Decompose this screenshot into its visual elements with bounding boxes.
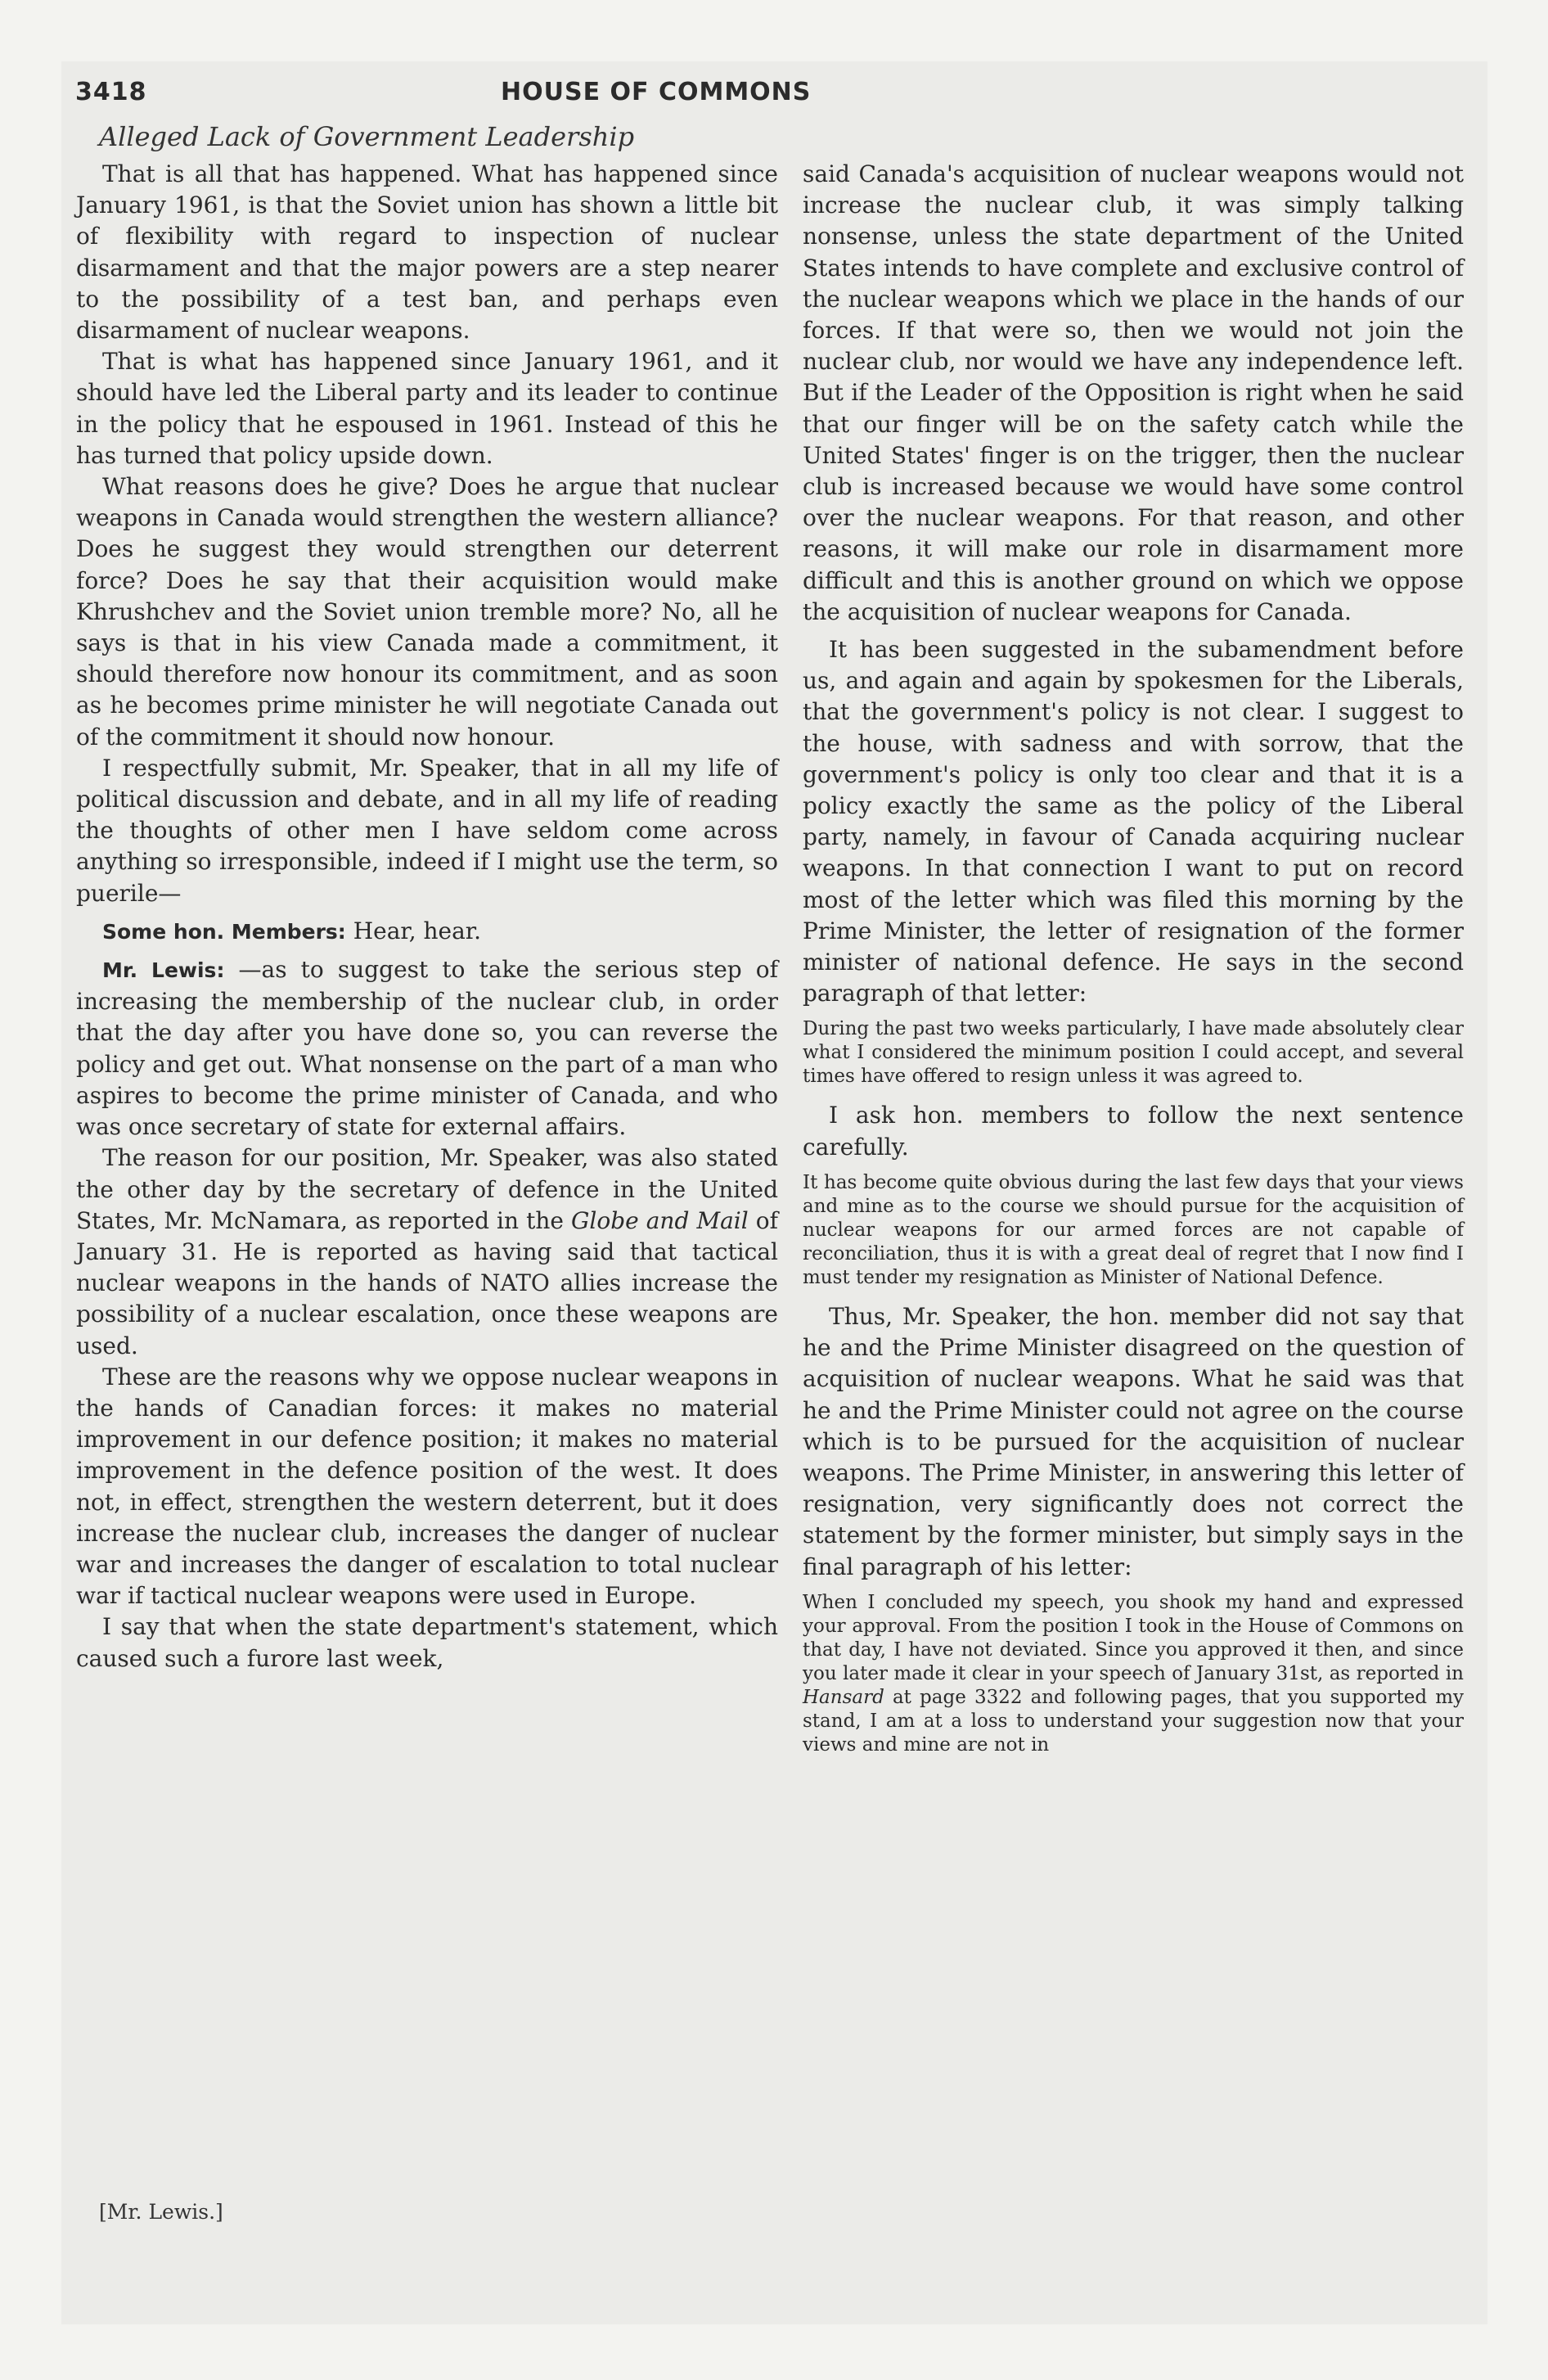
- paragraph: I respectfully submit, Mr. Speaker, that in all my life of political discussion and debate, and in all my life of reading the thoughts of other men I have seldom come across anything so irresponsible, indeed if I might use the term, so puerile—: [76, 754, 778, 907]
- text-run: When I concluded my speech, you shook my hand and expressed your approval. From the position I took in the House of Commons on that day, I have not deviated. Since you approved it then, and since you later made it clear in your speech of January 31st, as reported in: [803, 1591, 1464, 1684]
- paragraph: [76, 1143, 778, 1361]
- paragraph-speech: [76, 954, 778, 1143]
- text-run: at page 3322 and following pages, that you supported my stand, I am at a loss to understand your suggestion now that your views and mine are not in: [803, 1686, 1464, 1756]
- text-run: of January 31. He is reported as having said that tactical nuclear weapons in the hands of NATO allies increase the possibility of a nuclear escalation, once these weapons are used.: [76, 1206, 778, 1359]
- publication-title: Globe and Mail: [571, 1206, 749, 1234]
- text-run: The reason for our position, Mr. Speaker, was also stated the other day by the secretary of defence in the United States, Mr. McNamara, as reported in the: [76, 1144, 778, 1234]
- speech-text: —as to suggest to take the serious step of increasing the membership of the nuclear club, in order that the day after you have done so, you can reverse the policy and get out. What nonsense on the part of a man who aspires to become the prime minister of Canada, and who was once secretary of state for external affairs.: [76, 956, 778, 1141]
- section-subheading: Alleged Lack of Government Leadership: [99, 121, 635, 152]
- paragraph: It has been suggested in the subamendment before us, and again and again by spokesmen for the Liberals, that the government's policy is not clear. I suggest to the house, with sadness and with sorrow, that the government's policy is only too clear and that it is a policy exactly the same as the policy of the Liberal party, namely, in favour of Canada acquiring nuclear weapons. In that connection I want to put on record most of the letter which was filed this morning by the Prime Minister, the letter of resignation of the former minister of national defence. He says in the second paragraph of that letter:: [803, 636, 1464, 1007]
- paragraph: These are the reasons why we oppose nuclear weapons in the hands of Canadian forces: it makes no material improvement in our defence position; it makes no material improvement in the defence position of the west. It does not, in effect, strengthen the western deterrent, but it does increase the nuclear club, increases the danger of nuclear war and increases the danger of escalation to total nuclear war if tactical nuclear weapons were used in Europe.: [76, 1363, 778, 1610]
- paragraph: What reasons does he give? Does he argue that nuclear weapons in Canada would strengthen the western alliance? Does he suggest they would strengthen our deterrent force? Does he say that their acquisition would make Khrushchev and the Soviet union tremble more? No, all he says is that in his view Canada made a commitment, it should therefore now honour its commitment, and as soon as he becomes prime minister he will negotiate Canada out of the commitment it should now honour.: [76, 473, 778, 751]
- right-column: [803, 159, 1464, 1769]
- block-quote: It has become quite obvious during the last few days that your views and mine as to the course we should pursue for the acquisition of nuclear weapons for our armed forces are not capable of reconciliation, thus it is with a great deal of regret that I now find I must tender my resignation as Minister of National Defence.: [803, 1171, 1464, 1288]
- speaker-name: Mr. Lewis:: [102, 958, 225, 983]
- paragraph: said Canada's acquisition of nuclear weapons would not increase the nuclear club, it was simply talking nonsense, unless the state department of the United States intends to have complete and exclusive control of the nuclear weapons which we place in the hands of our forces. If that were so, then we would not join the nuclear club, nor would we have any independence left. But if the Leader of the Opposition is right when he said that our finger will be on the safety catch while the United States' finger is on the trigger, then the nuclear club is increased because we would have some control over the nuclear weapons. For that reason, and other reasons, it will make our role in disarmament more difficult and this is another ground on which we oppose the acquisition of nuclear weapons for Canada.: [803, 160, 1464, 625]
- publication-title: Hansard: [803, 1686, 884, 1708]
- speaker-footer-tag: [Mr. Lewis.]: [99, 2200, 223, 2224]
- paragraph: That is all that has happened. What has happened since January 1961, is that the Soviet union has shown a little bit of flexibility with regard to inspection of nuclear disarmament and that the major powers are a step nearer to the possibility of a test ban, and perhaps even disarmament of nuclear weapons.: [76, 160, 778, 345]
- speaker-name: Some hon. Members:: [102, 919, 346, 944]
- paragraph: I ask hon. members to follow the next sentence carefully.: [803, 1102, 1464, 1161]
- left-column: [76, 159, 778, 1675]
- paragraph: Thus, Mr. Speaker, the hon. member did not say that he and the Prime Minister disagreed on the question of acquisition of nuclear weapons. What he said was that he and the Prime Minister could not agree on the course which is to be pursued for the acquisition of nuclear weapons. The Prime Minister, in answering this letter of resignation, very significantly does not correct the statement by the former minister, but simply says in the final paragraph of his letter:: [803, 1302, 1464, 1580]
- paragraph: That is what has happened since January 1961, and it should have led the Liberal party and its leader to continue in the policy that he espoused in 1961. Instead of this he has turned that policy upside down.: [76, 348, 778, 469]
- paragraph: I say that when the state department's statement, which caused such a furore last week,: [76, 1613, 778, 1672]
- paragraph-interjection: [76, 916, 778, 948]
- page-number: 3418: [75, 78, 147, 106]
- block-quote: During the past two weeks particularly, I have made absolutely clear what I considered the minimum position I could accept, and several times have offered to resign unless it was agreed to.: [803, 1018, 1464, 1088]
- page-title: HOUSE OF COMMONS: [501, 78, 812, 106]
- speech-text: Hear, hear.: [345, 917, 482, 944]
- block-quote: [803, 1591, 1464, 1757]
